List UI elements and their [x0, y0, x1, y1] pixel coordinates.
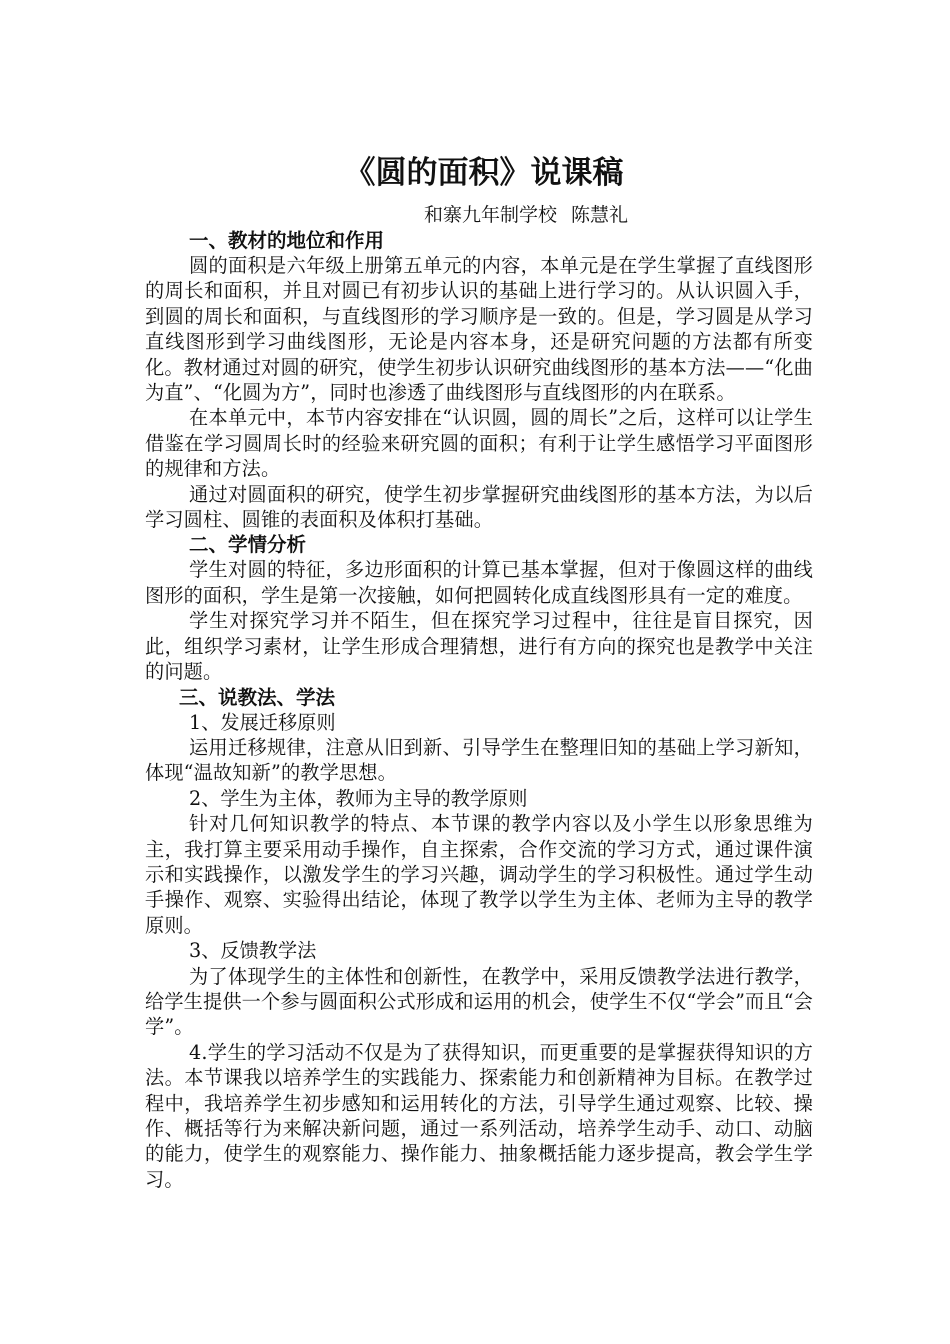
document-title: 《圆的面积》说课稿	[344, 155, 624, 191]
item1-text: 运用迁移规律，注意从旧到新、引导学生在整理旧知的基础上学习新知，体现“温故知新”的教学思想。	[145, 735, 813, 785]
section1-heading: 一、教材的地位和作用	[189, 229, 385, 252]
section1-paragraph: 通过对圆面积的研究，使学生初步掌握研究曲线图形的基本方法，为以后学习圆柱、圆锥的表面积及体积打基础。	[145, 482, 813, 532]
item3-title: 3、反馈教学法	[189, 939, 317, 963]
author-name: 陈慧礼	[571, 204, 629, 226]
section2-paragraph: 学生对圆的特征，多边形面积的计算已基本掌握，但对于像圆这样的曲线图形的面积，学生是第一次接触，如何把圆转化成直线图形具有一定的难度。	[145, 558, 813, 607]
item1-title: 1、发展迁移原则	[189, 710, 336, 734]
item2-title: 2、学生为主体，教师为主导的教学原则	[189, 786, 528, 810]
document-page	[145, 150, 813, 1192]
author-line	[239, 202, 813, 228]
section1-paragraph: 圆的面积是六年级上册第五单元的内容，本单元是在学生掌握了直线图形的周长和面积，并且对圆已有初步认识的基础上进行学习的。从认识圆入手，到圆的周长和面积，与直线图形的学习顺序是一致的。但是，学习圆是从学习直线图形到学习曲线图形，无论是内容本身，还是研究问题的方法都有所变化。教材通过对圆的研究，使学生初步认识研究曲线图形的基本方法——“化曲为直”、“化圆为方”，同时也渗透了曲线图形与直线图形的内在联系。	[145, 254, 813, 405]
section3-heading: 三、说教法、学法	[179, 685, 336, 709]
item4-text: 4.学生的学习活动不仅是为了获得知识，而更重要的是掌握获得知识的方法。本节课我以培养学生的实践能力、探索能力和创新精神为目标。在教学过程中，我培养学生初步感知和运用转化的方法，引导学生通过观察、比较、操作、概括等行为来解决新问题，通过一系列活动，培养学生动手、动口、动脑的能力，使学生的观察能力、操作能力、抽象概括能力逐步提高，教会学生学习。	[145, 1040, 813, 1191]
item2-text: 针对几何知识教学的特点、本节课的教学内容以及小学生以形象思维为主，我打算主要采用动手操作，自主探索，合作交流的学习方式，通过课件演示和实践操作，以激发学生的学习兴趣，调动学生的学习积极性。通过学生动手操作、观察、实验得出结论，体现了教学以学生为主体、老师为主导的教学原则。	[145, 812, 813, 937]
item3-text: 为了体现学生的主体性和创新性，在教学中，采用反馈教学法进行教学，给学生提供一个参与圆面积公式形成和运用的机会，使学生不仅“学会”而且“会学”。	[145, 964, 814, 1039]
section1-paragraph: 在本单元中，本节内容安排在“认识圆，圆的周长”之后，这样可以让学生借鉴在学习圆周长时的经验来研究圆的面积；有利于让学生感悟学习平面图形的规律和方法。	[145, 406, 813, 481]
section2-paragraph: 学生对探究学习并不陌生，但在探究学习过程中，往往是盲目探究，因此，组织学习素材，让学生形成合理猜想，进行有方向的探究也是教学中关注的问题。	[145, 609, 813, 684]
author-school: 和寨九年制学校	[423, 204, 557, 226]
section2-heading: 二、学情分析	[189, 533, 307, 557]
